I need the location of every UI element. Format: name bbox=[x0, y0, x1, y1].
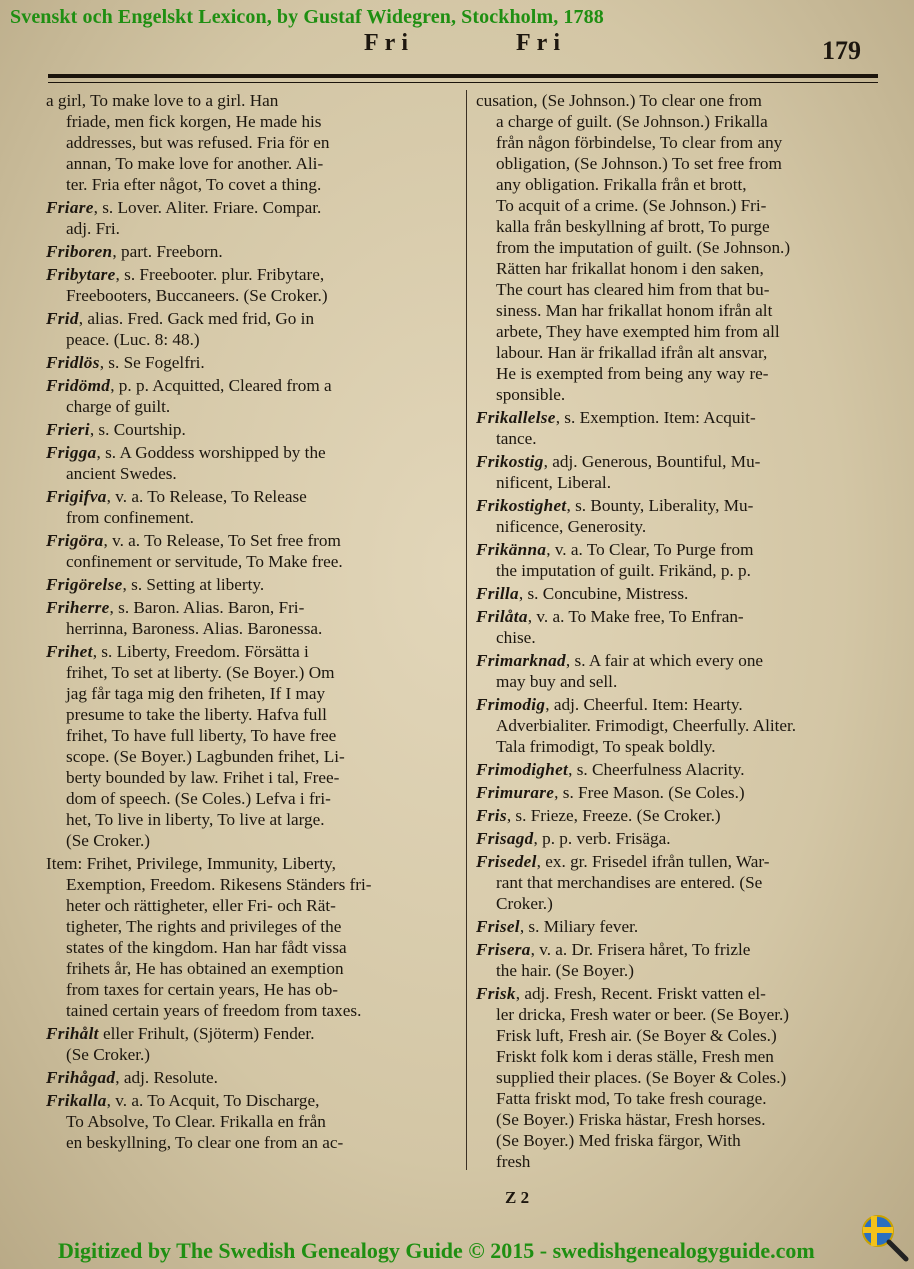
entry-line: Frisk luft, Fresh air. (Se Boyer & Coles.) bbox=[496, 1026, 777, 1045]
page-number: 179 bbox=[822, 36, 861, 65]
headword: Frikostighet bbox=[476, 496, 567, 515]
entry-line: Fatta friskt mod, To take fresh courage. bbox=[496, 1089, 767, 1108]
dictionary-entry bbox=[476, 606, 878, 648]
headword: Frisel bbox=[476, 917, 520, 936]
headword: Friherre bbox=[46, 598, 110, 617]
dictionary-entry bbox=[46, 241, 452, 262]
entry-line: from confinement. bbox=[66, 508, 194, 527]
entry-line: adj. Fri. bbox=[66, 219, 120, 238]
entry-line: herrinna, Baroness. Alias. Baronessa. bbox=[66, 619, 323, 638]
entry-line: may buy and sell. bbox=[496, 672, 618, 691]
entry-first-line: Frimodig, adj. Cheerful. Item: Hearty. bbox=[476, 695, 743, 714]
entry-first-line: Frikänna, v. a. To Clear, To Purge from bbox=[476, 540, 754, 559]
dictionary-entry bbox=[476, 694, 878, 757]
entry-line: ter. Fria efter något, To covet a thing. bbox=[66, 175, 322, 194]
entry-line: scope. (Se Boyer.) Lagbunden frihet, Li- bbox=[66, 747, 345, 766]
headword: Frieri bbox=[46, 420, 90, 439]
dictionary-entry bbox=[46, 574, 452, 595]
entry-line: Rätten har frikallat honom i den saken, bbox=[496, 259, 764, 278]
entry-line: kalla från beskyllning af brott, To purge bbox=[496, 217, 770, 236]
dictionary-entry bbox=[46, 197, 452, 239]
dictionary-entry bbox=[46, 597, 452, 639]
entry-line: from taxes for certain years, He has ob- bbox=[66, 980, 339, 999]
entry-line: obligation, (Se Johnson.) To set free from bbox=[496, 154, 782, 173]
entry-line: dom of speech. (Se Coles.) Lefva i fri- bbox=[66, 789, 331, 808]
entry-line: arbete, They have exempted him from all bbox=[496, 322, 780, 341]
entry-first-line: Frieri, s. Courtship. bbox=[46, 420, 186, 439]
entry-line: het, To live in liberty, To live at large. bbox=[66, 810, 325, 829]
dictionary-entry bbox=[46, 853, 452, 1021]
entry-line: presume to take the liberty. Hafva full bbox=[66, 705, 327, 724]
entry-line: frihets år, He has obtained an exemption bbox=[66, 959, 344, 978]
headword: Frihågad bbox=[46, 1068, 116, 1087]
right-column bbox=[476, 90, 878, 1174]
running-head-left: Fri bbox=[364, 30, 414, 56]
entry-first-line: Frisk, adj. Fresh, Recent. Friskt vatten el- bbox=[476, 984, 766, 1003]
dictionary-entry bbox=[46, 90, 452, 195]
dictionary-entry bbox=[46, 486, 452, 528]
dictionary-entry bbox=[476, 407, 878, 449]
entry-first-line: Frikallelse, s. Exemption. Item: Acquit- bbox=[476, 408, 756, 427]
entry-line: annan, To make love for another. Ali- bbox=[66, 154, 324, 173]
entry-first-line: Frid, alias. Fred. Gack med frid, Go in bbox=[46, 309, 315, 328]
entry-first-line: Friare, s. Lover. Aliter. Friare. Compar. bbox=[46, 198, 322, 217]
headword: Fris bbox=[476, 806, 507, 825]
headword: Frikostig bbox=[476, 452, 544, 471]
entry-line: sponsible. bbox=[496, 385, 566, 404]
entry-line: states of the kingdom. Han har fådt vissa bbox=[66, 938, 347, 957]
dictionary-entry bbox=[476, 782, 878, 803]
entry-first-line: Frimodighet, s. Cheerfulness Alacrity. bbox=[476, 760, 745, 779]
entry-line: a charge of guilt. (Se Johnson.) Frikalla bbox=[496, 112, 768, 131]
headword: Frimarknad bbox=[476, 651, 566, 670]
headword: Frigöra bbox=[46, 531, 104, 550]
dictionary-entry bbox=[476, 851, 878, 914]
entry-line: tigheter, The rights and privileges of the bbox=[66, 917, 342, 936]
headword: Frimodig bbox=[476, 695, 546, 714]
dictionary-entry bbox=[46, 1090, 452, 1153]
entry-line: rant that merchandises are entered. (Se bbox=[496, 873, 763, 892]
headword: Frigga bbox=[46, 443, 97, 462]
top-banner-title: Svenskt och Engelskt Lexicon, by Gustaf Widegren, Stockholm, 1788 bbox=[10, 6, 604, 28]
entry-line: ler dricka, Fresh water or beer. (Se Boyer.) bbox=[496, 1005, 790, 1024]
headword: Frikalla bbox=[46, 1091, 107, 1110]
entry-first-line: Frilla, s. Concubine, Mistress. bbox=[476, 584, 689, 603]
entry-line: heter och rättigheter, eller Fri- och Rät- bbox=[66, 896, 336, 915]
entry-line: the imputation of guilt. Frikänd, p. p. bbox=[496, 561, 751, 580]
entry-line: nificent, Liberal. bbox=[496, 473, 612, 492]
entry-first-line: Frisera, v. a. Dr. Frisera håret, To frizle bbox=[476, 940, 751, 959]
entry-first-line: Frikostighet, s. Bounty, Liberality, Mu- bbox=[476, 496, 754, 515]
headword: Fribytare bbox=[46, 265, 116, 284]
entry-line: (Se Boyer.) Med friska färgor, With bbox=[496, 1131, 741, 1150]
entry-first-line: a girl, To make love to a girl. Han bbox=[46, 91, 279, 110]
dictionary-entry bbox=[476, 828, 878, 849]
entry-first-line: Frihålt eller Frihult, (Sjöterm) Fender. bbox=[46, 1024, 315, 1043]
entry-line: Friskt folk kom i deras ställe, Fresh men bbox=[496, 1047, 774, 1066]
dictionary-entry bbox=[476, 650, 878, 692]
bottom-banner-credit: Digitized by The Swedish Genealogy Guide © 2015 - swedishgenealogyguide.com bbox=[58, 1238, 815, 1263]
entry-line: friade, men fick korgen, He made his bbox=[66, 112, 322, 131]
entry-first-line: Frimarknad, s. A fair at which every one bbox=[476, 651, 764, 670]
dictionary-entry bbox=[476, 495, 878, 537]
entry-first-line: Fridlös, s. Se Fogelfri. bbox=[46, 353, 205, 372]
magnifier-flag-icon bbox=[860, 1213, 910, 1263]
dictionary-entry bbox=[46, 352, 452, 373]
headword: Frisedel bbox=[476, 852, 537, 871]
entry-first-line: Item: Frihet, Privilege, Immunity, Liberty, bbox=[46, 854, 336, 873]
entry-line: tained certain years of freedom from taxes. bbox=[66, 1001, 362, 1020]
dictionary-entry bbox=[476, 90, 878, 405]
dictionary-entry bbox=[46, 419, 452, 440]
entry-line: To Absolve, To Clear. Frikalla en från bbox=[66, 1112, 326, 1131]
headword: Frikallelse bbox=[476, 408, 556, 427]
headword: Frisera bbox=[476, 940, 531, 959]
entry-line: any obligation. Frikalla från et brott, bbox=[496, 175, 747, 194]
entry-line: frihet, To have full liberty, To have free bbox=[66, 726, 337, 745]
dictionary-entry bbox=[476, 451, 878, 493]
headword: Friboren bbox=[46, 242, 113, 261]
entry-line: charge of guilt. bbox=[66, 397, 171, 416]
entry-first-line: Frihågad, adj. Resolute. bbox=[46, 1068, 218, 1087]
entry-first-line: Friherre, s. Baron. Alias. Baron, Fri- bbox=[46, 598, 305, 617]
signature-mark: Z 2 bbox=[505, 1188, 530, 1207]
entry-line: berty bounded by law. Frihet i tal, Free- bbox=[66, 768, 340, 787]
entry-line: från någon förbindelse, To clear from any bbox=[496, 133, 783, 152]
headword: Frid bbox=[46, 309, 79, 328]
entry-line: confinement or servitude, To Make free. bbox=[66, 552, 343, 571]
dictionary-entry bbox=[476, 939, 878, 981]
entry-line: supplied their places. (Se Boyer & Coles.) bbox=[496, 1068, 787, 1087]
dictionary-entry bbox=[46, 264, 452, 306]
entry-first-line: Frisel, s. Miliary fever. bbox=[476, 917, 639, 936]
dictionary-entry bbox=[476, 805, 878, 826]
entry-line: Croker.) bbox=[496, 894, 553, 913]
entry-first-line: Frihet, s. Liberty, Freedom. Försätta i bbox=[46, 642, 309, 661]
entry-line: the hair. (Se Boyer.) bbox=[496, 961, 634, 980]
entry-first-line: cusation, (Se Johnson.) To clear one from bbox=[476, 91, 762, 110]
header-rule bbox=[48, 74, 878, 78]
entry-line: labour. Han är frikallad ifrån alt ansvar, bbox=[496, 343, 768, 362]
entry-first-line: Fris, s. Frieze, Freeze. (Se Croker.) bbox=[476, 806, 721, 825]
entry-first-line: Frimurare, s. Free Mason. (Se Coles.) bbox=[476, 783, 745, 802]
entry-line: ancient Swedes. bbox=[66, 464, 177, 483]
headword: Frimurare bbox=[476, 783, 555, 802]
headword: Frigifva bbox=[46, 487, 107, 506]
entry-line: frihet, To set at liberty. (Se Boyer.) Om bbox=[66, 663, 335, 682]
entry-first-line: Frigifva, v. a. To Release, To Release bbox=[46, 487, 307, 506]
entry-first-line: Frikostig, adj. Generous, Bountiful, Mu- bbox=[476, 452, 761, 471]
entry-line: fresh bbox=[496, 1152, 531, 1171]
headword: Frihet bbox=[46, 642, 93, 661]
headword: Frikänna bbox=[476, 540, 547, 559]
entry-line: nificence, Generosity. bbox=[496, 517, 647, 536]
entry-first-line: Fridömd, p. p. Acquitted, Cleared from a bbox=[46, 376, 332, 395]
entry-first-line: Frisedel, ex. gr. Frisedel ifrån tullen, War- bbox=[476, 852, 770, 871]
entry-first-line: Frikalla, v. a. To Acquit, To Discharge, bbox=[46, 1091, 320, 1110]
headword: Friare bbox=[46, 198, 94, 217]
entry-line: Exemption, Freedom. Rikesens Ständers fri- bbox=[66, 875, 372, 894]
entry-line: The court has cleared him from that bu- bbox=[496, 280, 770, 299]
headword: Frilla bbox=[476, 584, 519, 603]
headword: Fridlös bbox=[46, 353, 100, 372]
entry-line: (Se Croker.) bbox=[66, 831, 151, 850]
entry-line: Tala frimodigt, To speak boldly. bbox=[496, 737, 716, 756]
dictionary-entry bbox=[476, 583, 878, 604]
dictionary-entry bbox=[46, 308, 452, 350]
entry-line: from the imputation of guilt. (Se Johnson.) bbox=[496, 238, 791, 257]
dictionary-entry bbox=[476, 539, 878, 581]
headword: Frihålt bbox=[46, 1024, 99, 1043]
dictionary-entry bbox=[476, 916, 878, 937]
entry-line: en beskyllning, To clear one from an ac- bbox=[66, 1133, 344, 1152]
entry-first-line: Fribytare, s. Freebooter. plur. Fribytare, bbox=[46, 265, 325, 284]
entry-first-line: Frigörelse, s. Setting at liberty. bbox=[46, 575, 265, 594]
entry-line: chise. bbox=[496, 628, 536, 647]
entry-line: tance. bbox=[496, 429, 537, 448]
entry-first-line: Frisagd, p. p. verb. Frisäga. bbox=[476, 829, 671, 848]
entry-line: Adverbialiter. Frimodigt, Cheerfully. Aliter. bbox=[496, 716, 797, 735]
dictionary-entry bbox=[46, 442, 452, 484]
entry-line: siness. Man har frikallat honom ifrån alt bbox=[496, 301, 773, 320]
entry-first-line: Frilåta, v. a. To Make free, To Enfran- bbox=[476, 607, 744, 626]
headword: Frigörelse bbox=[46, 575, 123, 594]
entry-line: peace. (Luc. 8: 48.) bbox=[66, 330, 200, 349]
entry-line: jag får taga mig den friheten, If I may bbox=[66, 684, 326, 703]
dictionary-entry bbox=[46, 375, 452, 417]
dictionary-entry bbox=[46, 641, 452, 851]
entry-line: addresses, but was refused. Fria för en bbox=[66, 133, 330, 152]
headword: Frilåta bbox=[476, 607, 528, 626]
entry-first-line: Frigöra, v. a. To Release, To Set free from bbox=[46, 531, 341, 550]
headword: Frimodighet bbox=[476, 760, 569, 779]
dictionary-entry bbox=[476, 759, 878, 780]
running-head-right: Fri bbox=[516, 30, 566, 56]
entry-first-line: Frigga, s. A Goddess worshipped by the bbox=[46, 443, 326, 462]
left-column bbox=[46, 90, 452, 1155]
entry-line: He is exempted from being any way re- bbox=[496, 364, 769, 383]
dictionary-entry bbox=[46, 1067, 452, 1088]
entry-line: To acquit of a crime. (Se Johnson.) Fri- bbox=[496, 196, 767, 215]
entry-line: (Se Croker.) bbox=[66, 1045, 151, 1064]
dictionary-entry bbox=[476, 983, 878, 1172]
entry-line: Freebooters, Buccaneers. (Se Croker.) bbox=[66, 286, 328, 305]
headword: Frisagd bbox=[476, 829, 534, 848]
entry-first-line: Friboren, part. Freeborn. bbox=[46, 242, 223, 261]
entry-line: (Se Boyer.) Friska hästar, Fresh horses. bbox=[496, 1110, 766, 1129]
dictionary-entry bbox=[46, 530, 452, 572]
headword: Frisk bbox=[476, 984, 516, 1003]
column-divider bbox=[466, 90, 467, 1170]
headword: Fridömd bbox=[46, 376, 111, 395]
header-rule-thin bbox=[48, 82, 878, 83]
dictionary-entry bbox=[46, 1023, 452, 1065]
